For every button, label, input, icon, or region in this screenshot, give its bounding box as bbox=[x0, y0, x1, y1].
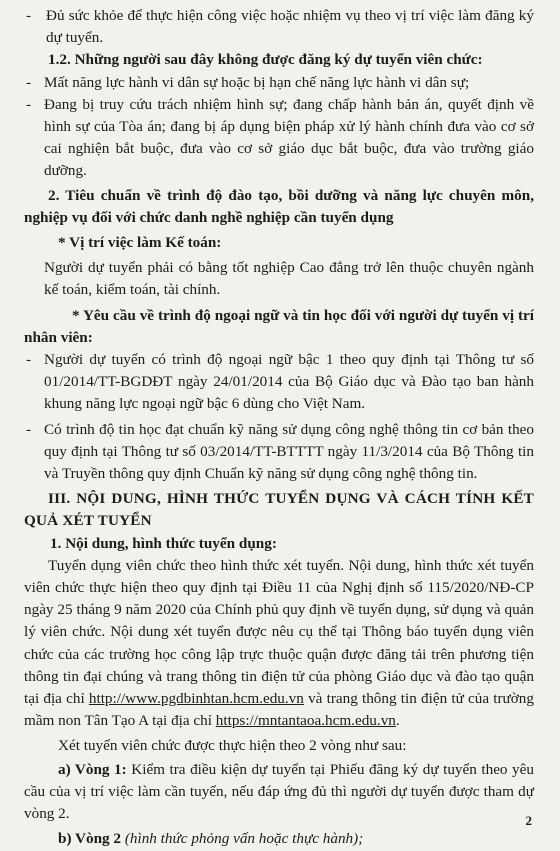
paragraph-text: (hình thức phỏng vấn hoặc thực hành); bbox=[124, 830, 364, 848]
paragraph-text: Đủ sức khỏe để thực hiện công việc hoặc nhiệm vụ theo vị trí việc làm đăng ký dự tuyển. bbox=[46, 7, 534, 47]
paragraph-text: Mất năng lực hành vi dân sự hoặc bị hạn chế năng lực hành vi dân sự; bbox=[44, 73, 470, 91]
paragraph-text: Kiểm tra điều kiện dự tuyển tại Phiếu đăng ký dự tuyển theo yêu cầu của vị trí việc làm cần tuyển, nếu đáp ứng đủ thì người dự tuyển được tham dự vòng 2. bbox=[24, 760, 534, 823]
dash-marker: - bbox=[26, 73, 32, 91]
paragraph-text: Có trình độ tin học đạt chuẩn kỹ năng sử dụng công nghệ thông tin cơ bản theo quy định tại Thông tư số 03/2014/TT-BTTTT ngày 11/3/2014 của Bộ Thông tin và Truyền thông quy định Chuẩn kỹ năng sử dụng công nghệ thông tin. bbox=[44, 420, 534, 483]
page-number: 2 bbox=[525, 812, 532, 828]
round-1-label: a) Vòng 1: bbox=[58, 760, 127, 778]
section-heading: 2. Tiêu chuẩn về trình độ đào tạo, bồi dưỡng và năng lực chuyên môn, nghiệp vụ đối với chức danh nghề nghiệp cần tuyển dụng bbox=[24, 186, 534, 226]
paragraph bbox=[24, 555, 534, 733]
list-item bbox=[24, 349, 534, 416]
subsection-heading: * Yêu cầu về trình độ ngoại ngữ và tin học đối với người dự tuyển vị trí nhân viên: bbox=[24, 306, 534, 346]
dash-marker: - bbox=[26, 351, 32, 369]
section-heading: 1. Nội dung, hình thức tuyển dụng: bbox=[50, 534, 277, 552]
dash-marker: - bbox=[26, 420, 32, 438]
round-2-label: b) Vòng 2 bbox=[58, 830, 122, 848]
dash-marker: - bbox=[26, 7, 32, 24]
school-website-link[interactable]: https://mntantaoa.hcm.edu.vn bbox=[215, 712, 396, 730]
list-item bbox=[24, 419, 534, 486]
paragraph-text: Tuyển dụng viên chức theo hình thức xét tuyển. Nội dung, hình thức xét tuyển viên chức thực hiện theo quy định tại Điều 11 của Nghị định số 115/2020/NĐ-CP ngày 25 tháng 9 năm 2020 của Chính phủ quy định về tuyển dụng, sử dụng và quản lý viên chức. Nội dung xét tuyển được nêu cụ thể tại Thông báo tuyển dụng viên chức của các trường học công lập trực thuộc quận được đăng tải trên phương tiện thông tin đại chúng và trang thông tin điện tử của phòng Giáo dục và đào tạo quận tại địa chỉ bbox=[24, 556, 534, 708]
paragraph: Người dự tuyển phải có bằng tốt nghiệp Cao đẳng trở lên thuộc chuyên ngành kế toán, kiểm toán, tài chính. bbox=[44, 259, 534, 299]
paragraph-text: Đang bị truy cứu trách nhiệm hình sự; đang chấp hành bản án, quyết định về hình sự của Tòa án; đang bị áp dụng biện pháp xử lý hành chính đưa vào cơ sở cai nghiện bắt buộc, đưa vào cơ sở giáo dục bắt buộc, đưa vào trường giáo dưỡng. bbox=[44, 95, 534, 180]
part-heading: III. NỘI DUNG, HÌNH THỨC TUYỂN DỤNG VÀ CÁCH TÍNH KẾT QUẢ XÉT TUYỂN bbox=[24, 490, 534, 530]
list-item bbox=[24, 72, 534, 94]
section-heading: 1.2. Những người sau đây không được đăng ký dự tuyển viên chức: bbox=[48, 51, 483, 69]
pgd-website-link[interactable]: http://www.pgdbinhtan.hcm.edu.vn bbox=[88, 690, 304, 708]
list-item bbox=[24, 94, 534, 183]
dash-marker: - bbox=[26, 95, 32, 113]
list-item bbox=[24, 5, 534, 49]
paragraph-text: Người dự tuyển có trình độ ngoại ngữ bậc 1 theo quy định tại Thông tư số 01/2014/TT-BGDĐT ngày 24/01/2014 của Bộ Giáo dục và Đào tạo ban hành khung năng lực ngoại ngữ bậc 6 dùng cho Việt Nam. bbox=[44, 351, 534, 413]
paragraph bbox=[24, 759, 534, 826]
paragraph: Xét tuyển viên chức được thực hiện theo 2 vòng như sau: bbox=[58, 736, 407, 754]
paragraph-text: và trang thông tin điện tử của trường mầm non Tân Tạo A tại địa chỉ bbox=[24, 690, 534, 730]
paragraph bbox=[24, 828, 534, 850]
subsection-heading: * Vị trí việc làm Kế toán: bbox=[58, 234, 222, 252]
paragraph-text: . bbox=[395, 712, 400, 730]
